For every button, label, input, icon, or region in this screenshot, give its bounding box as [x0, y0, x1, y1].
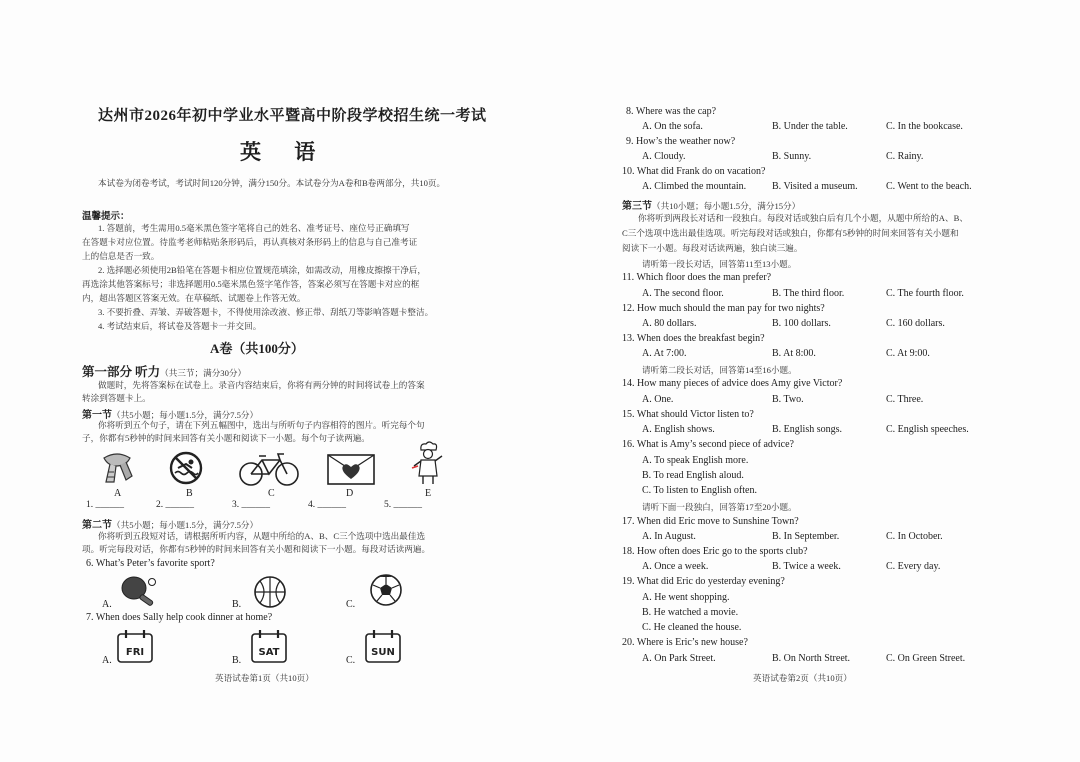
option-label: A.: [102, 655, 112, 666]
option-label: C.: [346, 655, 356, 666]
notice-line: 内，超出答题区答案无效。在草稿纸、试题卷上作答无效。: [82, 293, 306, 303]
section1-title: 第一节: [82, 410, 112, 421]
option: C. 160 dollars.: [886, 318, 945, 329]
option: A. In August.: [642, 531, 696, 542]
question-7: 7. When does Sally help cook dinner at home?: [86, 612, 273, 623]
notice-line: 在答题卡对应位置。待监考老师粘贴条形码后，再认真核对条形码上的信息与自己准考证: [82, 237, 418, 247]
option: C. On Green Street.: [886, 653, 966, 664]
basketball-icon: [252, 574, 288, 610]
exam-page-2: [540, 0, 1080, 762]
question-15: 15. What should Victor listen to?: [622, 409, 754, 420]
option: B. On North Street.: [772, 653, 851, 664]
option: C. In October.: [886, 531, 943, 542]
ping-pong-icon: [118, 574, 162, 610]
chef-icon: [410, 440, 446, 486]
volume-a-title: A卷（共100分）: [210, 341, 304, 356]
section2-title: 第二节: [82, 520, 112, 531]
option: A. Cloudy.: [642, 151, 686, 162]
listening-instruction: 请听第一段长对话，回答第11至13小题。: [642, 259, 797, 269]
option: C. English speeches.: [886, 424, 969, 435]
option: A. He went shopping.: [642, 592, 730, 603]
option-label: B.: [232, 599, 242, 610]
option: B. Sunny.: [772, 151, 812, 162]
exam-intro: 本试卷为闭卷考试，考试时间120分钟，满分150分。本试卷分为A卷和B卷两部分，共10页。: [98, 178, 446, 188]
question-19: 19. What did Eric do yesterday evening?: [622, 576, 785, 587]
notice-line: 2. 选择题必须使用2B铅笔在答题卡相应位置规范填涂，如需改动，用橡皮擦擦干净后，: [98, 265, 426, 275]
option-label: A.: [102, 599, 112, 610]
calendar-day: SAT: [258, 647, 280, 658]
option: B. 100 dollars.: [772, 318, 831, 329]
picture-label: E: [425, 488, 432, 499]
section3-desc: C三个选项中选出最佳选项。听完每段对话或独白，你都有5秒钟的时间来回答有关小题和: [622, 228, 959, 238]
option: B. Twice a week.: [772, 561, 841, 572]
option: C. Rainy.: [886, 151, 924, 162]
page-footer: 英语试卷第1页（共10页）: [215, 673, 314, 683]
picture-label: D: [346, 488, 354, 499]
notice-line: 1. 答题前，考生需用0.5毫米黑色签字笔将自己的姓名、准考证号、座位号正确填写: [98, 223, 410, 233]
question-12: 12. How much should the man pay for two nights?: [622, 303, 825, 314]
option: B. Visited a museum.: [772, 181, 858, 192]
section1-note: （共5小题；每小题1.5分，满分7.5分）: [112, 410, 259, 420]
calendar-icon: [250, 628, 288, 664]
section3-desc: 阅读下一小题。每段对话读两遍，独白读三遍。: [622, 243, 803, 253]
part1-note: （共三节；满分30分）: [160, 368, 247, 378]
question-18: 18. How often does Eric go to the sports club?: [622, 546, 808, 557]
calendar-day: FRI: [125, 647, 145, 658]
heart-envelope-icon: [326, 452, 376, 486]
option: A. To speak English more.: [642, 455, 749, 466]
soccer-ball-icon: [368, 572, 404, 608]
question-10: 10. What did Frank do on vacation?: [622, 166, 766, 177]
option-label: C.: [346, 599, 356, 610]
calendar-icon: [364, 628, 402, 664]
option: C. To listen to English often.: [642, 485, 757, 496]
option: A. One.: [642, 394, 674, 405]
option: A. The second floor.: [642, 288, 724, 299]
option: B. The third floor.: [772, 288, 845, 299]
option: A. On Park Street.: [642, 653, 716, 664]
no-swimming-icon: [168, 450, 204, 486]
option: B. To read English aloud.: [642, 470, 744, 481]
question-20: 20. Where is Eric’s new house?: [622, 637, 748, 648]
option: C. Went to the beach.: [886, 181, 972, 192]
option: C. Every day.: [886, 561, 941, 572]
option: B. Two.: [772, 394, 804, 405]
answer-blank: 4. ______: [308, 500, 346, 510]
calendar-icon: [116, 628, 154, 664]
part1-desc: 转涂到答题卡上。: [82, 393, 151, 403]
option: B. He watched a movie.: [642, 607, 739, 618]
section3-title: 第三节: [622, 201, 652, 212]
part1-title: 第一部分 听力: [82, 365, 161, 379]
option: C. He cleaned the house.: [642, 622, 742, 633]
calendar-day: SUN: [371, 647, 395, 658]
listening-instruction: 请听第二段长对话，回答第14至16小题。: [642, 365, 797, 375]
notice-line: 上的信息是否一致。: [82, 251, 160, 261]
section3-desc: 你将听到两段长对话和一段独白。每段对话或独白后有几个小题，从题中所给的A、B、: [638, 213, 968, 223]
question-9: 9. How’s the weather now?: [626, 136, 736, 147]
question-17: 17. When did Eric move to Sunshine Town?: [622, 516, 799, 527]
notice-title: 温馨提示：: [82, 212, 130, 222]
answer-blank: 2. ______: [156, 500, 194, 510]
picture-label: A: [114, 488, 122, 499]
option: C. At 9:00.: [886, 348, 930, 359]
section2-desc: 项。听完每段对话，你都有5秒钟的时间来回答有关小题和阅读下一小题。每段对话读两遍。: [82, 544, 431, 554]
option: B. At 8:00.: [772, 348, 816, 359]
picture-label: B: [186, 488, 193, 499]
notice-line: 再选涂其他答案标号；非选择题用0.5毫米黑色签字笔作答，答案必须写在答题卡对应的框: [82, 279, 420, 289]
option: A. 80 dollars.: [642, 318, 697, 329]
answer-blank: 1. ______: [86, 500, 124, 510]
answer-blank: 5. ______: [384, 500, 422, 510]
option: A. Climbed the mountain.: [642, 181, 747, 192]
option: B. English songs.: [772, 424, 843, 435]
notice-line: 3. 不要折叠、弄皱、弄破答题卡，不得使用涂改液、修正带、刮纸刀等影响答题卡整洁。: [98, 307, 434, 317]
section2-note: （共5小题；每小题1.5分，满分7.5分）: [112, 520, 259, 530]
option: C. Three.: [886, 394, 924, 405]
section2-desc: 你将听到五段短对话，请根据所听内容，从题中所给的A、B、C三个选项中选出最佳选: [98, 531, 426, 541]
option-label: B.: [232, 655, 242, 666]
question-16: 16. What is Amy’s second piece of advice?: [622, 439, 794, 450]
question-8: 8. Where was the cap?: [626, 106, 717, 117]
option: B. Under the table.: [772, 121, 848, 132]
section1-desc: 子，你都有5秒钟的时间来回答有关小题和阅读下一小题。每个句子读两遍。: [82, 433, 370, 443]
question-13: 13. When does the breakfast begin?: [622, 333, 765, 344]
question-6: 6. What’s Peter’s favorite sport?: [86, 558, 215, 569]
answer-blank: 3. ______: [232, 500, 270, 510]
option: A. On the sofa.: [642, 121, 703, 132]
option: A. At 7:00.: [642, 348, 687, 359]
bicycle-icon: [238, 450, 300, 488]
exam-header: 达州市2026年初中学业水平暨高中阶段学校招生统一考试: [98, 108, 487, 124]
section3-note: （共10小题；每小题1.5分，满分15分）: [652, 201, 801, 211]
question-11: 11. Which floor does the man prefer?: [622, 272, 772, 283]
part1-desc: 做题时，先将答案标在试卷上。录音内容结束后，你将有两分钟的时间将试卷上的答案: [98, 380, 425, 390]
subject-title: 英 语: [240, 140, 330, 164]
notice-line: 4. 考试结束后，将试卷及答题卡一并交回。: [98, 321, 262, 331]
section1-desc: 你将听到五个句子，请在下列五幅图中，选出与所听句子内容相符的图片。听完每个句: [98, 420, 425, 430]
question-14: 14. How many pieces of advice does Amy give Victor?: [622, 378, 843, 389]
option: A. Once a week.: [642, 561, 709, 572]
option: A. English shows.: [642, 424, 715, 435]
option: C. In the bookcase.: [886, 121, 963, 132]
picture-label: C: [268, 488, 275, 499]
scarf-icon: [96, 448, 138, 486]
listening-instruction: 请听下面一段独白，回答第17至20小题。: [642, 502, 797, 512]
option: C. The fourth floor.: [886, 288, 964, 299]
page-footer: 英语试卷第2页（共10页）: [753, 673, 852, 683]
option: B. In September.: [772, 531, 840, 542]
